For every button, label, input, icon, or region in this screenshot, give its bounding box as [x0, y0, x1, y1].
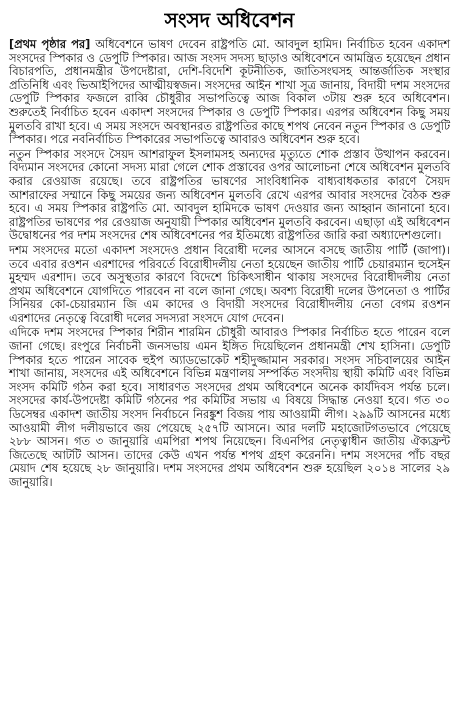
- article-paragraph-2: নতুন স্পিকার সংসদে সৈয়দ আশরাফুল ইসলামসহ অন্যদের মৃত্যুতে শোক প্রস্তাব উত্থাপন করবেন। বিদ্যমান সংসদের কোনো সদস্য মারা গেলে শোক প্রস্তাবের ওপর আলোচনা শেষে অধিবেশন মুলতবি করার রেওয়াজ রয়েছে। তবে রাষ্ট্রপতির ভাষণের সাংবিধানিক বাধ্যবাধকতার কারণে সৈয়দ আশরাফের সম্মানে কিছু সময়ের জন্য অধিবেশন মুলতবি রেখে এরপর আবার সংসদের বৈঠক শুরু হবে। এ সময় স্পিকার রাষ্ট্রপতি মো. আবদুল হামিদকে ভাষণ দেওয়ার জন্য আহ্বান জানানো হবে। রাষ্ট্রপতির ভাষণের পর রেওয়াজ অনুযায়ী স্পিকার অধিবেশন মুলতবি করবেন। এছাড়া এই অধিবেশন উদ্বোধনের পর দশম সংসদের শেষ অধিবেশনের পর ইতিমধ্যে রাষ্ট্রপতির জারি করা অধ্যাদেশগুলো।: [9, 147, 450, 243]
- article-paragraph-3: দশম সংসদের মতো একাদশ সংসদেও প্রধান বিরোধী দলের আসনে বসছে জাতীয় পার্টি (জাপা)। তবে এবার রওশন এরশাদের পরিবর্তে বিরোধীদলীয় নেতা হয়েছেন জাতীয় পার্টি চেয়ারম্যান হুসেইন মুহম্মদ এরশাদ। তবে অসুস্থতার কারণে বিদেশে চিকিৎসাধীন থাকায় সংসদের বিরোধীদলীয় নেতা প্রথম অধিবেশনে যোগদিতে পারবেন না বলে জানা গেছে। অবশ্য বিরোধী দলের উপনেতা ও পার্টির সিনিয়র কো-চেয়ারম্যান জি এম কাদের ও বিদায়ী সংসদের বিরোধীদলীয় নেতা বেগম রওশন এরশাদের নেতৃত্বে বিরোধী দলের সদস্যরা সংসদে যোগ দেবেন।: [9, 243, 450, 325]
- article-body: [9, 38, 450, 490]
- article-paragraph-4: এদিকে দশম সংসদের স্পিকার শিরীন শারমিন চৌধুরী আবারও স্পিকার নির্বাচিত হতে পারেন বলে জানা গেছে। রংপুরে নির্বাচনী জনসভায় এমন ইঙ্গিত দিয়েছিলেন প্রধানমন্ত্রী শেখ হাসিনা। ডেপুটি স্পিকার হতে পারেন সাবেক হুইপ অ্যাডভোকেট শহীদুজ্জামান সরকার। সংসদ সচিবালয়ের আইন শাখা জানায়, সংসদের এই অধিবেশনে বিভিন্ন মন্ত্রণালয় সম্পর্কিত সংসদীয় স্থায়ী কমিটি এবং বিভিন্ন সংসদ কমিটি গঠন করা হবে। সাধারণত সংসদের প্রথম অধিবেশনে অনেক কার্যদিবস পর্যন্ত চলে। সংসদের কার্য-উপদেষ্টা কমিটি গঠনের পর কমিটির সভায় এ বিষয়ে সিদ্ধান্ত নেওয়া হবে। গত ৩০ ডিসেম্বর একাদশ জাতীয় সংসদ নির্বাচনে নিরঙ্কুশ বিজয় পায় আওয়ামী লীগ। ২৯৯টি আসনের মধ্যে আওয়ামী লীগ দলীয়ভাবে জয় পেয়েছে ২৫৭টি আসনে। আর দলটি মহাজোটগতভাবে পেয়েছে ২৮৮ আসন। গত ৩ জানুয়ারি এমপিরা শপথ নিয়েছেন। বিএনপির নেতৃত্বাধীন জাতীয় ঐক্যফ্রন্ট জিতেছে আটটি আসন। তাদের কেউ এখন পর্যন্ত শপথ গ্রহণ করেননি। দশম সংসদের পাঁচ বছর মেয়াদ শেষ হয়েছে ২৮ জানুয়ারি। দশম সংসদের প্রথম অধিবেশন শুরু হয়েছিল ২০১৪ সালের ২৯ জানুয়ারি।: [9, 326, 450, 489]
- article-paragraph-1: [9, 38, 450, 147]
- paragraph-text: অধিবেশনে ভাষণ দেবেন রাষ্ট্রপতি মো. আবদুল হামিদ। নির্বাচিত হবেন একাদশ সংসদের স্পিকার ও ডেপুটি স্পিকার। আজ সংসদ সদস্য ছাড়াও অধিবেশনে আমন্ত্রিত হয়েছেন প্রধান বিচারপতি, প্রধানমন্ত্রীর উপদেষ্টারা, দেশি-বিদেশি কূটনীতিক, জাতিসংঘসহ আন্তর্জাতিক সংস্থার প্রতিনিধি এবং ভিআইপিদের আত্মীয়স্বজন। সংসদের আইন শাখা সূত্র জানায়, বিদায়ী দশম সংসদের ডেপুটি স্পিকার ফজলে রাব্বি চৌধুরীর সভাপতিত্বে আজ বিকাল ৩টায় শুরু হবে অধিবেশন। শুরুতেই নির্বাচিত হবেন একাদশ সংসদের স্পিকার ও ডেপুটি স্পিকার। এরপর অধিবেশন কিছু সময় মুলতবি রাখা হবে। এ সময় সংসদে অবস্থানরত রাষ্ট্রপতির কাছে শপথ নেবেন নতুন স্পিকার ও ডেপুটি স্পিকার। পরে নবনির্বাচিত স্পিকারের সভাপতিত্বে আবারও অধিবেশন শুরু হবে।: [9, 38, 450, 147]
- article-headline: সংসদ অধিবেশন: [164, 8, 295, 32]
- continuation-label: [প্রথম পৃষ্ঠার পর]: [9, 38, 91, 51]
